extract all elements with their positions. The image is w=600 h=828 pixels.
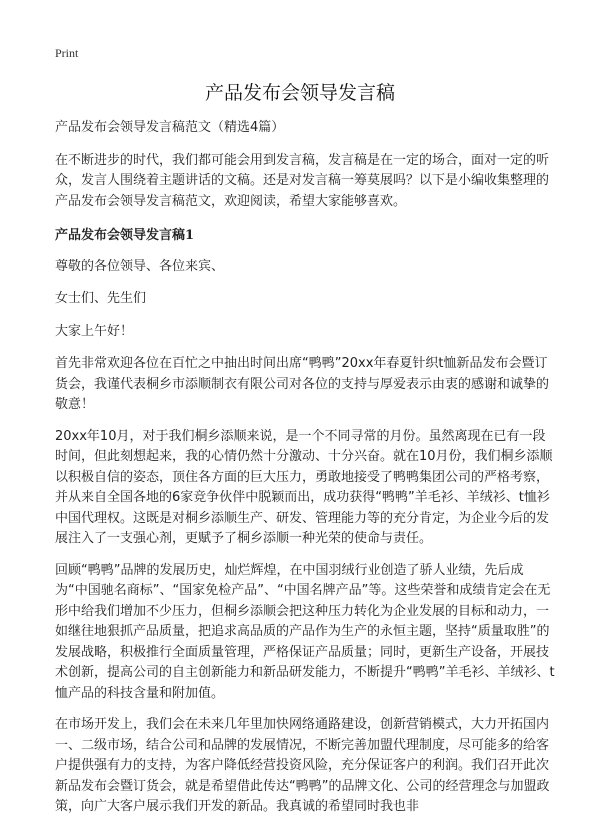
greeting-line: 尊敬的各位领导、各位来宾、 bbox=[55, 258, 225, 274]
page-title: 产品发布会领导发言稿 bbox=[204, 82, 395, 104]
section-heading: 产品发布会领导发言稿1 bbox=[55, 228, 195, 243]
print-link[interactable]: Print bbox=[55, 46, 79, 60]
greeting-line: 大家上午好！ bbox=[55, 323, 134, 339]
body-paragraph: 首先非常欢迎各位在百忙之中抽出时间出席“鸭鸭”20xx年春夏针织t恤新品发布会暨订货会，我谨代表桐乡市添顺制衣有限公司对各位的支持与厚爱表示由衷的感谢和诚挚的敬意！ bbox=[55, 356, 550, 412]
body-paragraph: 回顾“鸭鸭”品牌的发展历史，灿烂辉煌，在中国羽绒行业创造了骄人业绩，先后成为“中国驰名商标”、“国家免检产品”、“中国名牌产品”等。这些荣誉和成绩肯定会在无形中给我们增加不少压力，但桐乡添顺会把这种压力转化为企业发展的目标和动力，一如继往地狠抓产品质量，把追求高品质的产品作为生产的永恒主题，坚持“质量取胜”的发展战略，积极推行全面质量管理，严格保证产品质量；同时，更新生产设备，开展技术创新，提高公司的自主创新能力和新品研发能力，不断提升“鸭鸭”羊毛衫、羊绒衫、t恤产品的科技含量和附加值。 bbox=[55, 562, 555, 701]
body-paragraph: 在市场开发上，我们会在未来几年里加快网络通路建设，创新营销模式，大力开拓国内一、二级市场，结合公司和品牌的发展情况，不断完善加盟代理制度，尽可能多的给客户提供强有力的支持，为客户降低经营投资风险，充分保证客户的利润。我们召开此次新品发布会暨订货会，就是希望借此传达“鸭鸭”的品牌文化、公司的经营理念与加盟政策，向广大客户展示我们开发的新品。我真诚的希望同时我也非 bbox=[55, 717, 550, 814]
body-paragraph: 20xx年10月，对于我们桐乡添顺来说，是一个不同寻常的月份。虽然离现在已有一段时间，但此刻想起来，我的心情仍然十分激动、十分兴奋。就在10月份，我们桐乡添顺以积极自信的姿态，顶住各方面的巨大压力，勇敢地接受了鸭鸭集团公司的严格考察，并从来自全国各地的6家竞争伙伴中脱颖而出，成功获得“鸭鸭”羊毛衫、羊绒衫、t恤衫中国代理权。这既是对桐乡添顺生产、研发、管理能力等的充分肯定，为企业今后的发展注入了一支强心剂，更赋予了桐乡添顺一种光荣的使命与责任。 bbox=[55, 428, 553, 546]
article-body bbox=[55, 118, 555, 828]
article-subtitle: 产品发布会领导发言稿范文（精选4篇） bbox=[55, 120, 285, 135]
intro-paragraph: 在不断进步的时代，我们都可能会用到发言稿，发言稿是在一定的场合，面对一定的听众，发言人围绕着主题讲话的文稿。还是对发言稿一筹莫展吗？以下是小编收集整理的产品发布会领导发言稿范文，欢迎阅读，希望大家能够喜欢。 bbox=[55, 152, 550, 209]
greeting-line: 女士们、先生们 bbox=[55, 291, 147, 306]
